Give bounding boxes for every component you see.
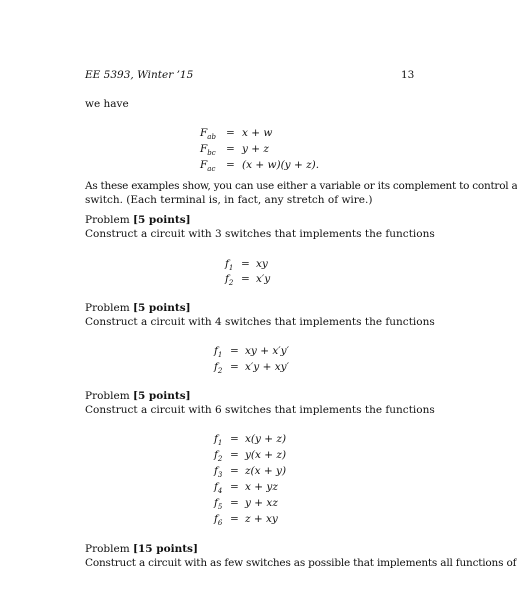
- problem-points: [5 points]: [133, 302, 191, 314]
- paragraph-line-1: As these examples show, you can use either a variable or its complement to control a: [85, 180, 517, 192]
- problem-label: Problem: [85, 302, 130, 314]
- problem-label: Problem: [85, 543, 130, 555]
- problem-heading: [85, 214, 191, 226]
- equation-rhs: z(x + y): [245, 465, 287, 477]
- problem-points: [15 points]: [133, 543, 198, 555]
- equation-lhs: $F_{bc}$: [200, 143, 216, 158]
- equation-rhs: x + yz: [245, 481, 278, 493]
- problem-text: Construct a circuit with 4 switches that implements the functions: [85, 316, 435, 328]
- equation-lhs: $f_2$: [225, 273, 234, 288]
- equation-rhs: x′y + xy′: [245, 361, 289, 373]
- equation-lhs: $f_6$: [214, 513, 223, 528]
- equation-rhs: y + xz: [245, 497, 278, 509]
- problem-text: Construct a circuit with 3 switches that implements the functions: [85, 228, 435, 240]
- problem-heading: [85, 543, 198, 555]
- equation-rhs: z + xy: [245, 513, 278, 525]
- equation-rhs: (x + w)(y + z).: [242, 159, 320, 171]
- equation-relation: =: [230, 497, 239, 509]
- equation-relation: =: [230, 433, 239, 445]
- equation-rhs: xy + x′y′: [245, 345, 289, 357]
- equation-lhs: $f_5$: [214, 497, 223, 512]
- equation-lhs: $f_2$: [214, 361, 223, 376]
- equation-relation: =: [226, 143, 235, 155]
- problem-heading: [85, 302, 191, 314]
- equation-relation: =: [230, 345, 239, 357]
- equation-lhs: $F_{ac}$: [200, 159, 216, 174]
- paragraph-line-2: switch. (Each terminal is, in fact, any stretch of wire.): [85, 194, 373, 206]
- running-header: EE 5393, Winter ’15: [85, 69, 194, 81]
- equation-lhs: $f_1$: [214, 345, 223, 360]
- equation-rhs: y + z: [242, 143, 269, 155]
- problem-points: [5 points]: [133, 390, 191, 402]
- equation-relation: =: [230, 481, 239, 493]
- problem-text: Construct a circuit with 6 switches that implements the functions: [85, 404, 435, 416]
- equation-relation: =: [241, 273, 250, 285]
- equation-lhs: $f_1$: [225, 258, 234, 273]
- equation-lhs: $f_4$: [214, 481, 223, 496]
- equation-rhs: y(x + z): [245, 449, 287, 461]
- equation-relation: =: [226, 127, 235, 139]
- equation-rhs: x + w: [242, 127, 273, 139]
- equation-lhs: $f_1$: [214, 433, 223, 448]
- problem-heading: [85, 390, 191, 402]
- equation-relation: =: [230, 361, 239, 373]
- problem-label: Problem: [85, 390, 130, 402]
- equation-relation: =: [226, 159, 235, 171]
- equation-relation: =: [230, 465, 239, 477]
- equation-relation: =: [230, 513, 239, 525]
- equation-relation: =: [241, 258, 250, 270]
- equation-rhs: xy: [256, 258, 268, 270]
- problem-text: Construct a circuit with as few switches as possible that implements all functions of: [85, 557, 517, 569]
- equation-rhs: x′y: [256, 273, 271, 285]
- equation-lhs: $f_2$: [214, 449, 223, 464]
- equation-lhs: $f_3$: [214, 465, 223, 480]
- problem-points: [5 points]: [133, 214, 191, 226]
- intro-text: we have: [85, 98, 129, 110]
- equation-lhs: $F_{ab}$: [200, 127, 216, 142]
- page-number: 13: [401, 69, 415, 81]
- equation-rhs: x(y + z): [245, 433, 287, 445]
- problem-label: Problem: [85, 214, 130, 226]
- equation-relation: =: [230, 449, 239, 461]
